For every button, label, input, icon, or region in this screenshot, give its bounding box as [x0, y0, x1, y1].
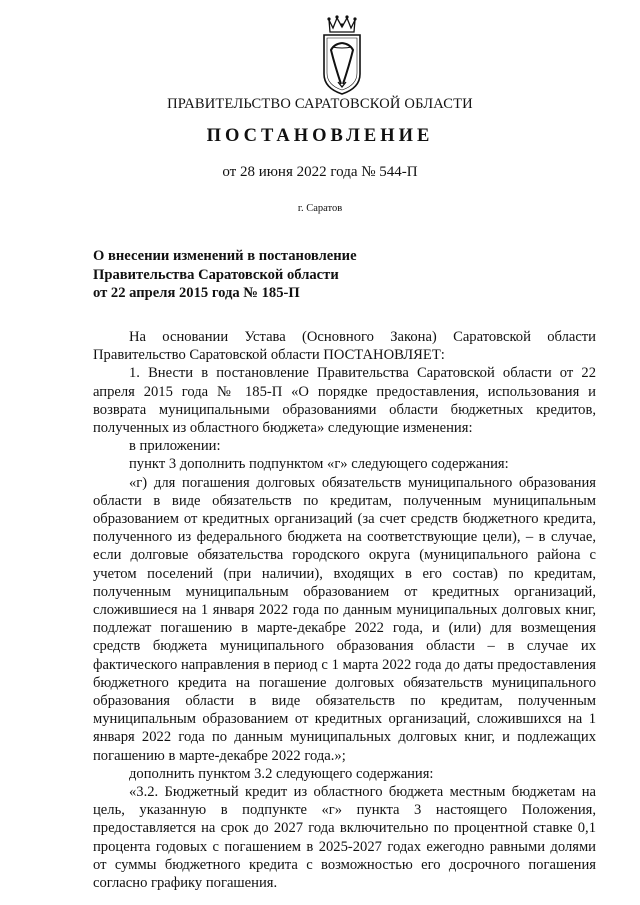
body-paragraph: в приложении:	[129, 438, 221, 455]
document-date-number: от 28 июня 2022 года № 544-П	[222, 164, 418, 180]
document-city: г. Саратов	[297, 203, 343, 214]
subject-line: от 22 апреля 2015 года № 185-П	[93, 285, 300, 301]
organization-name: ПРАВИТЕЛЬСТВО САРАТОВСКОЙ ОБЛАСТИ	[167, 96, 473, 112]
subject-line: Правительства Саратовской области	[93, 266, 339, 283]
document-body	[93, 328, 596, 892]
subject-line: О внесении изменений в постановление	[93, 248, 357, 264]
saratov-coat-of-arms-icon	[319, 14, 365, 96]
body-paragraph: дополнить пунктом 3.2 следующего содержания:	[129, 765, 434, 782]
document-type-title: ПОСТАНОВЛЕНИЕ	[206, 126, 434, 146]
body-paragraph: «3.2. Бюджетный кредит из областного бюджета местным бюджетам на цель, указанную в подпункте «г» пункта 3 настоящего Положения, предоставляется на срок до 2027 года включительно по процентной ставке 0,1 процента годовых с погашением в 2025-2027 годах ежегодно равными долями от суммы бюджетного кредита с возможностью его досрочного погашения согласно графику погашения.	[93, 784, 596, 892]
document-subject	[93, 247, 513, 303]
body-paragraph: «г) для погашения долговых обязательств муниципального образования области в виде обязательств по кредитам, полученным муниципальным образованием от кредитных организаций (за счет средств бюджетного кредита, полученного из федерального бюджета на соответствующие цели), – в случае, если долговые обязательства городского округа (муниципального района с учетом поселений (при наличии), входящих в его состав) по кредитам, полученным муниципальным образованием от кредитных организаций, сложившиеся на 1 января 2022 года по данным муниципальных долговых книг, подлежат погашению в марте-декабре 2022 года, и (или) для возмещения средств бюджета муниципального образования области – в случае их фактического направления в период с 1 марта 2022 года до даты предоставления бюджетного кредита на погашение долговых обязательств муниципального образования области в виде обязательств по кредитам, полученным муниципальным образованием от кредитных организаций, сложившихся на 1 января 2022 года по данным муниципальных долговых книг, и подлежащих погашению в марте-декабре 2022 года.»;	[93, 474, 596, 764]
body-paragraph: 1. Внести в постановление Правительства Саратовской области от 22 апреля 2015 года № 185-П «О порядке предоставления, использования и возврата муниципальными образованиями области бюджетных кредитов, полученных из областного бюджета» следующие изменения:	[93, 365, 596, 437]
body-paragraph: На основании Устава (Основного Закона) Саратовской области Правительство Саратовской области ПОСТАНОВЛЯЕТ:	[93, 329, 596, 364]
body-paragraph: пункт 3 дополнить подпунктом «г» следующего содержания:	[129, 456, 509, 473]
